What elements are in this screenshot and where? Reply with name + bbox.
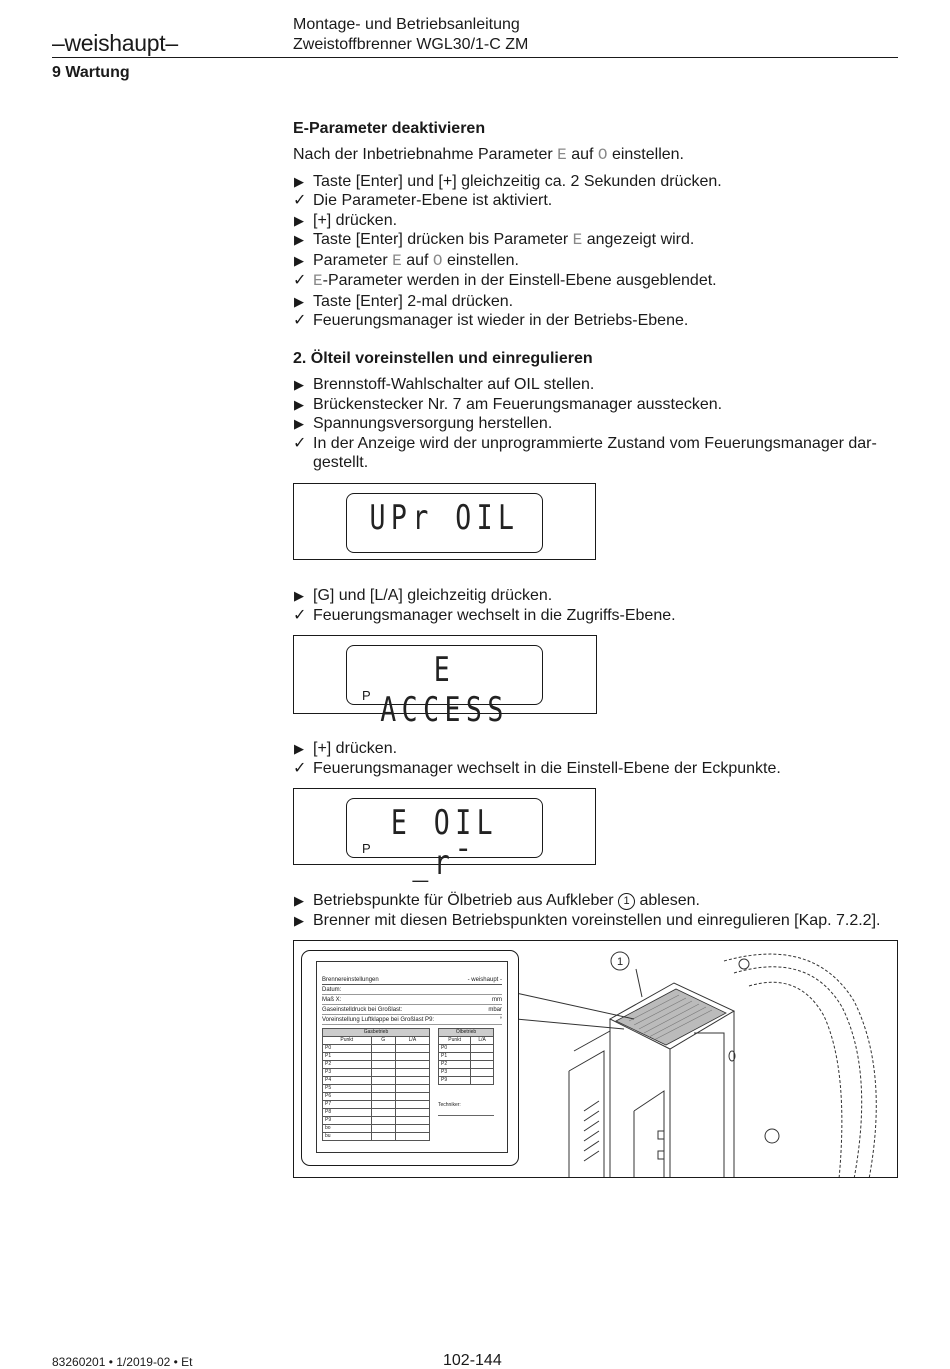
oil-table [438, 1028, 494, 1085]
table-row [439, 1045, 494, 1053]
list-item: ✓ E-Parameter werden in der Einstell-Ebene ausgeblendet. [293, 272, 717, 290]
table-row-label: P9 [323, 1117, 372, 1125]
table-row-label: P1 [439, 1053, 471, 1061]
step-group-access [293, 586, 903, 625]
lcd-p-indicator: P [362, 688, 371, 703]
lcd-display [346, 645, 543, 730]
table-row-label: P3 [323, 1069, 372, 1077]
table-row [439, 1069, 494, 1077]
table-row [323, 1085, 430, 1093]
table-row-label: P0 [323, 1045, 372, 1053]
table-empty-cell [395, 1061, 429, 1069]
display-figure-access [293, 635, 597, 730]
table-row [323, 1133, 430, 1141]
step-list [293, 375, 903, 473]
table-empty-cell [371, 1077, 395, 1085]
table-row-label: P3 [439, 1069, 471, 1077]
table-row [323, 1053, 430, 1061]
list-item: ✓ Feuerungsmanager wechselt in die Zugriffs-Ebene. [293, 606, 676, 624]
table-empty-cell [471, 1061, 494, 1069]
table-empty-cell [471, 1053, 494, 1061]
step-group-setting-level [293, 739, 903, 778]
list-item: ▶ Parameter E auf O einstellen. [294, 251, 519, 270]
header-rule [52, 57, 898, 58]
step-list [293, 891, 903, 930]
table-empty-cell [395, 1077, 429, 1085]
table-empty-cell [395, 1109, 429, 1117]
table-column-header: Punkt [439, 1037, 471, 1045]
technician-field: Techniker: [438, 1101, 494, 1116]
table-row [439, 1061, 494, 1069]
table-empty-cell [471, 1069, 494, 1077]
display-figure-oil-points [293, 788, 596, 883]
sticker-field-row [322, 986, 502, 995]
list-item: ▶ Spannungsversorgung herstellen. [294, 415, 553, 432]
header-line-2: Zweistoffbrenner WGL30/1-C ZM [293, 36, 529, 53]
sticker-card [301, 950, 519, 1166]
lcd-text: E ACCESS [380, 650, 509, 730]
table-empty-cell [371, 1101, 395, 1109]
table-empty-cell [395, 1117, 429, 1125]
table-column-header: G [371, 1037, 395, 1045]
table-empty-cell [371, 1061, 395, 1069]
footer-page-number: 102-144 [443, 1352, 502, 1369]
table-row-label: P8 [323, 1109, 372, 1117]
table-row [323, 1093, 430, 1101]
sticker-field-row [322, 1006, 502, 1015]
callout-number: 1 [618, 893, 635, 910]
intro-paragraph: Nach der Inbetriebnahme Parameter E auf O einstellen. [293, 146, 684, 164]
list-item: ✓ Die Parameter-Ebene ist aktiviert. [293, 192, 553, 209]
step-list [293, 172, 903, 331]
table-row [323, 1109, 430, 1117]
table-empty-cell [395, 1069, 429, 1077]
header-line-1: Montage- und Betriebsanleitung [293, 16, 520, 33]
sticker-field-unit: mbar [488, 1007, 502, 1013]
table-column-header: Punkt [323, 1037, 372, 1045]
table-row-label: bo [323, 1125, 372, 1133]
section-oil-preset [293, 349, 903, 473]
callout-1-label: 1 [616, 956, 624, 968]
table-empty-cell [371, 1069, 395, 1077]
list-item: ▶ [G] und [L/A] gleichzeitig drücken. [294, 587, 553, 604]
table-row [323, 1045, 430, 1053]
table-row-label: P6 [323, 1093, 372, 1101]
step-list [293, 739, 903, 778]
sticker-brand: - weishaupt - [467, 977, 502, 983]
list-item: ✓ In der Anzeige wird der unprogrammierte Zustand vom Feuerungsmanager dar- gestellt. [293, 434, 877, 471]
lcd-text: UPr OIL [369, 498, 520, 538]
sticker-fields [322, 986, 502, 1025]
sticker-field-unit: mm [492, 997, 502, 1003]
list-item: ▶ Brenner mit diesen Betriebspunkten voreinstellen und einregulieren [Kap. 7.2.2]. [294, 911, 881, 929]
sticker-field-label: Datum: [322, 987, 342, 993]
table-row-label: P9 [439, 1077, 471, 1085]
list-item: ▶ Brennstoff-Wahlschalter auf OIL stellen. [294, 376, 595, 393]
table-header-cell: Ölbetrieb [439, 1029, 494, 1037]
sticker-tables [322, 1028, 502, 1141]
table-empty-cell [371, 1053, 395, 1061]
lcd-display [346, 493, 543, 553]
table-empty-cell [395, 1133, 429, 1141]
sticker-field-row [322, 1016, 502, 1025]
chapter-title: 9 Wartung [52, 64, 130, 81]
table-empty-cell [395, 1045, 429, 1053]
table-row [323, 1125, 430, 1133]
table-row [439, 1053, 494, 1061]
sticker-field-label: Voreinstellung Luftklappe bei Großlast P9: [322, 1017, 435, 1023]
document-header [293, 15, 528, 55]
sticker-title-row [322, 976, 502, 985]
table-empty-cell [471, 1045, 494, 1053]
table-column-header: L/A [471, 1037, 494, 1045]
sticker-field-label: Gaseinstelldruck bei Großlast: [322, 1007, 403, 1013]
display-figure-unprogrammed [293, 483, 596, 560]
lcd-p-indicator: P [362, 841, 371, 856]
table-empty-cell [371, 1093, 395, 1101]
step-group-operating-points [293, 891, 903, 930]
table-empty-cell [371, 1109, 395, 1117]
list-item: ✓ Feuerungsmanager ist wieder in der Betriebs-Ebene. [293, 312, 689, 329]
gas-table [322, 1028, 430, 1141]
table-column-header: L/A [395, 1037, 429, 1045]
table-empty-cell [371, 1085, 395, 1093]
sticker-illustration [293, 940, 898, 1178]
table-row-label: P1 [323, 1053, 372, 1061]
list-item: ▶ Taste [Enter] drücken bis Parameter E angezeigt wird. [294, 231, 695, 249]
table-row [323, 1117, 430, 1125]
list-item: ✓ Feuerungsmanager wechselt in die Einstell-Ebene der Eckpunkte. [293, 759, 781, 777]
table-empty-cell [371, 1045, 395, 1053]
step-list [293, 586, 903, 625]
table-empty-cell [395, 1125, 429, 1133]
sticker-form [316, 961, 508, 1153]
oil-column [438, 1028, 494, 1141]
weishaupt-logo: –weishaupt– [52, 30, 178, 56]
lcd-text: E OIL _r¯ [390, 803, 499, 883]
table-empty-cell [395, 1101, 429, 1109]
table-empty-cell [395, 1053, 429, 1061]
lcd-display [346, 798, 543, 883]
table-empty-cell [395, 1085, 429, 1093]
table-row-label: P0 [439, 1045, 471, 1053]
table-empty-cell [371, 1117, 395, 1125]
section-e-parameter [293, 119, 903, 331]
sticker-field-label: Maß X: [322, 997, 342, 1003]
section-title: 2. Ölteil voreinstellen und einregulieren [293, 350, 593, 367]
table-row-label: P5 [323, 1085, 372, 1093]
list-item: ▶ Taste [Enter] 2-mal drücken. [294, 292, 514, 310]
footer-document-id: 83260201 • 1/2019-02 • Et [52, 1355, 193, 1369]
table-empty-cell [471, 1077, 494, 1085]
table-row [323, 1069, 430, 1077]
sticker-field-row [322, 996, 502, 1005]
section-title: E-Parameter deaktivieren [293, 120, 486, 137]
list-item: ▶ [+] drücken. [294, 740, 398, 757]
sticker-field-unit: ° [499, 1017, 502, 1023]
table-empty-cell [395, 1093, 429, 1101]
table-row-label: P7 [323, 1101, 372, 1109]
sticker-title: Brennereinstellungen [322, 977, 379, 983]
table-row [323, 1077, 430, 1085]
list-item: ▶ [+] drücken. [294, 211, 398, 229]
table-empty-cell [371, 1125, 395, 1133]
table-row [323, 1061, 430, 1069]
table-row-label: bu [323, 1133, 372, 1141]
table-row-label: P2 [323, 1061, 372, 1069]
table-row-label: P2 [439, 1061, 471, 1069]
table-row [439, 1077, 494, 1085]
table-row-label: P4 [323, 1077, 372, 1085]
table-row [323, 1101, 430, 1109]
list-item: ▶ Brückenstecker Nr. 7 am Feuerungsmanager ausstecken. [294, 395, 723, 413]
list-item: ▶ Betriebspunkte für Ölbetrieb aus Aufkleber 1 ablesen. [294, 892, 700, 909]
list-item: ▶ Taste [Enter] und [+] gleichzeitig ca. 2 Sekunden drücken. [294, 172, 722, 190]
table-empty-cell [371, 1133, 395, 1141]
table-header-cell: Gasbetrieb [323, 1029, 430, 1037]
